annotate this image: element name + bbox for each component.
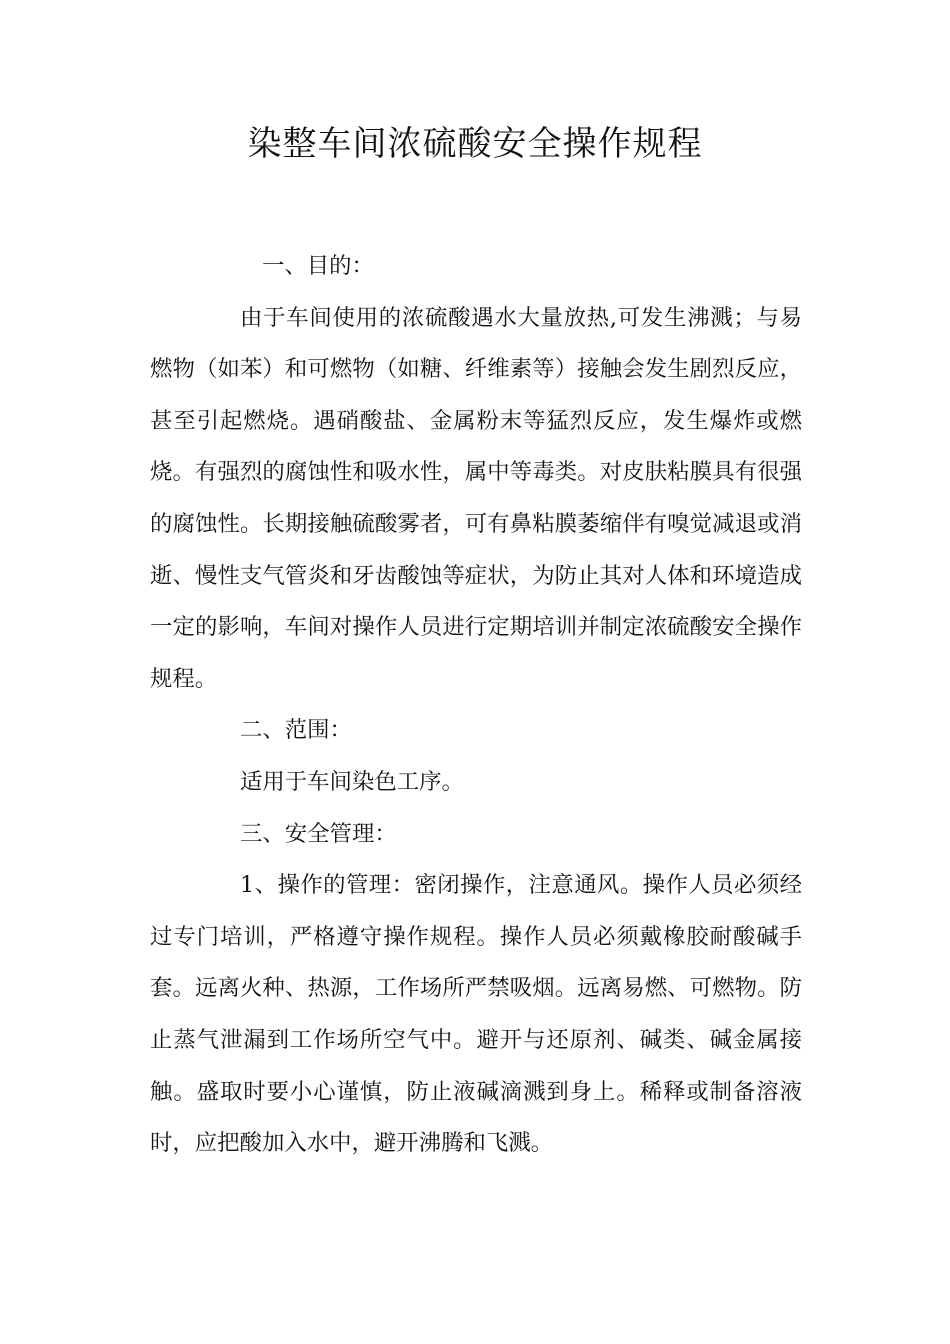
safety-item-1: 1、操作的管理：密闭操作，注意通风。操作人员必须经过专门培训，严格遵守操作规程。操作人员必须戴橡胶耐酸碱手套。远离火种、热源，工作场所严禁吸烟。远离易燃、可燃物。防止蒸气泄漏到工作场所空气中。避开与还原剂、碱类、碱金属接触。盛取时要小心谨慎，防止液碱滴溅到身上。稀释或制备溶液时，应把酸加入水中，避开沸腾和飞溅。 bbox=[150, 872, 802, 1157]
purpose-paragraph: 由于车间使用的浓硫酸遇水大量放热,可发生沸溅；与易燃物（如苯）和可燃物（如糖、纤维素等）接触会发生剧烈反应，甚至引起燃烧。遇硝酸盐、金属粉末等猛烈反应，发生爆炸或燃烧。有强烈的腐蚀性和吸水性，属中等毒类。对皮肤粘膜具有很强的腐蚀性。长期接触硫酸雾者，可有鼻粘膜萎缩伴有嗅觉减退或消逝、慢性支气管炎和牙齿酸蚀等症状，为防止其对人体和环境造成一定的影响，车间对操作人员进行定期培训并制定浓硫酸安全操作规程。 bbox=[150, 304, 802, 692]
scope-paragraph: 适用于车间染色工序。 bbox=[240, 768, 464, 795]
scope-heading: 二、范围： bbox=[240, 717, 352, 744]
document-title: 染整车间浓硫酸安全操作规程 bbox=[247, 124, 703, 164]
safety-heading: 三、安全管理： bbox=[240, 820, 397, 847]
document-body bbox=[150, 241, 802, 1170]
purpose-heading: 一、目的： bbox=[262, 253, 374, 279]
